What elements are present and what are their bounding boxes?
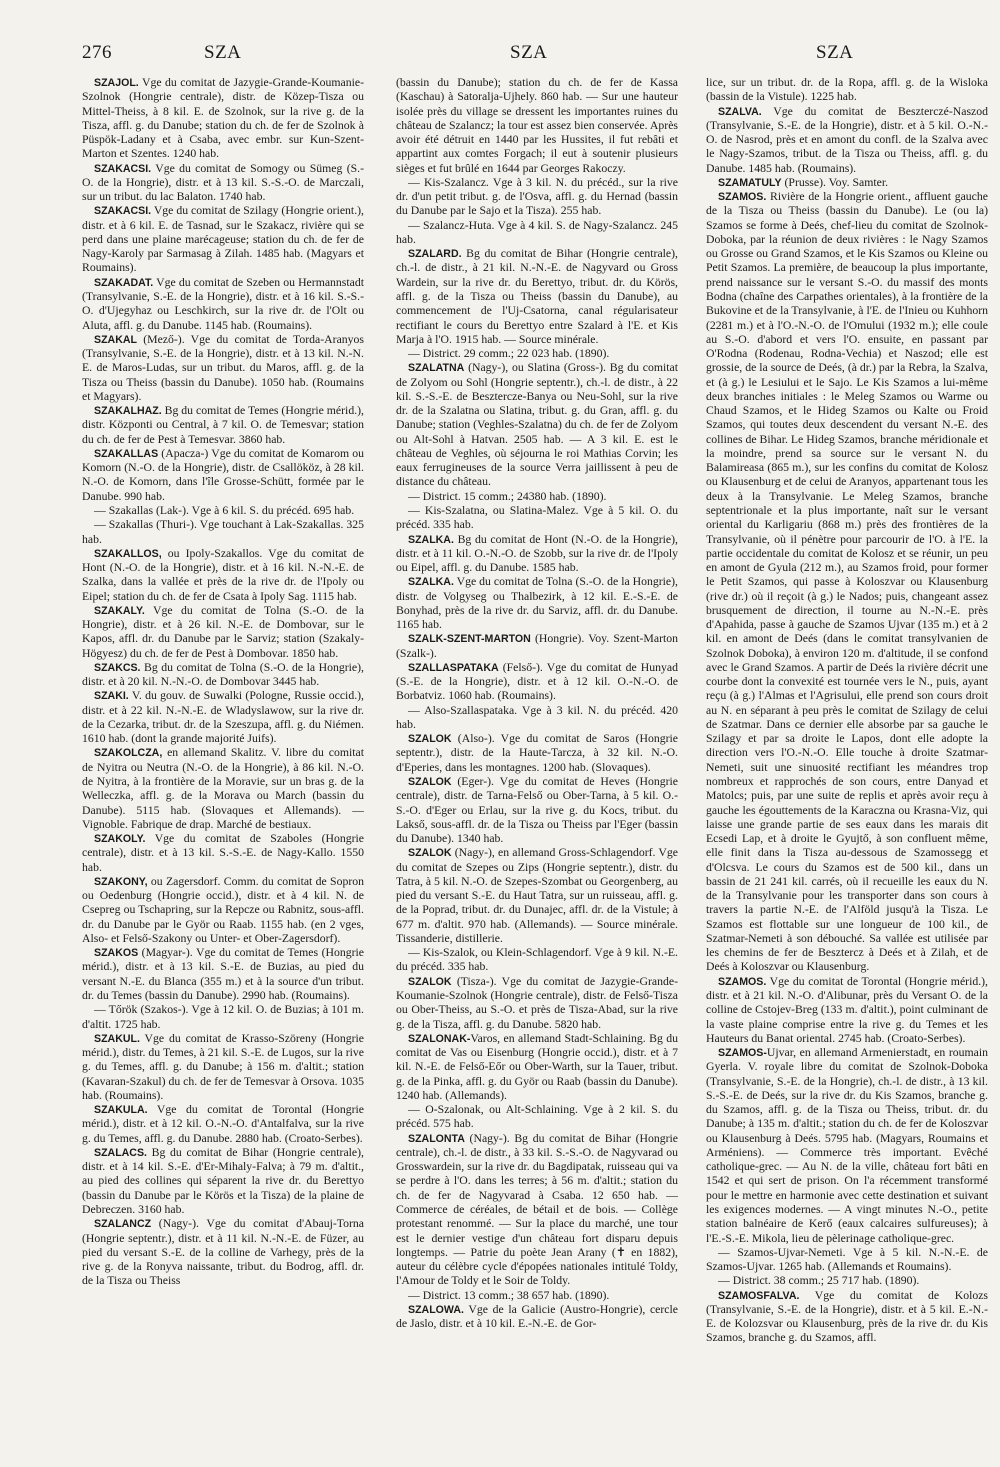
- column-3: [706, 76, 988, 1346]
- entry-text: Vge du comitat de Szeben ou Hermannstadt (Transylvanie, S.-E. de la Hongrie), distr. et à 16 kil. S.-S.-O. d'Ujegyhaz ou Leschkirch, sur la rive dr. de l'Olt ou Aluta, affl. g. du Danube. 1145 hab. (Roumains).: [82, 275, 364, 332]
- dictionary-entry: [396, 533, 678, 576]
- entry-text: Varos, en allemand Stadt-Schlaining. Bg du comitat de Vas ou Eisenburg (Hongrie occid.), distr. et à 7 kil. N.-E. de Felső-Eőr ou Ober-Warth, sur la Tauer, tribut. g. de la Pinka, affl. g. du Györ ou Raab (bassin du Danube). 1240 hab. (Allemands).: [396, 1031, 678, 1102]
- dictionary-entry: [396, 490, 678, 504]
- dictionary-entry: [82, 276, 364, 333]
- entry-text: Vge du comitat de Szaboles (Hongrie centrale), distr. et à 13 kil. S.-S.-E. de Nagy-Kallo. 1550 hab.: [82, 832, 364, 874]
- entry-text: (bassin du Danube); station du ch. de fer de Kassa (Kaschau) à Satoralja-Ujhely. 860 hab. — Sur une hauteur isolée près du village se dressent les importantes ruines du château de Szalancz; la tour est assez bien conservée. Après avoir été détruit en 1440 par les Hussites, il fut rebâti et appartint aux comtes Forgach; il eut à soutenir plusieurs sièges et fut brûlé en 1644 par Georges Rakoczy.: [396, 76, 678, 175]
- entry-text: Vge du comitat de Szilagy (Hongrie orient.), distr. et à 6 kil. E. de Tasnad, sur le Szakacz, rivière qui se perd dans une plaine marécageuse; station du ch. de fer de Nagy-Karoly par Sarmasag à Zilah. 1485 hab. (Magyars et Roumains).: [82, 204, 364, 275]
- entry-text: — Also-Szallaspataka. Vge à 3 kil. N. du précéd. 420 hab.: [396, 703, 678, 731]
- column-1: [82, 76, 364, 1289]
- entry-text: en allemand Skalitz. V. libre du comitat de Nyitra ou Neutra (N.-O. de la Hongrie), à 86 kil. N.-O. de Nyitra, à la frontière de la Moravie, sur un bras g. de la Welleczka, affl. g. de la Morava ou March (bassin du Danube). 5115 hab. (Slovaques et Allemands). — Vignoble. Fabrique de drap. Marché de bestiaux.: [82, 746, 364, 831]
- entry-headword: SZAKCS.: [94, 661, 141, 674]
- entry-text: — District. 15 comm.; 24380 hab. (1890).: [408, 489, 607, 503]
- entry-headword: SZAKUL.: [94, 1032, 140, 1045]
- entry-headword: SZAMOS.: [718, 191, 767, 204]
- entry-text: — District. 38 comm.; 25 717 hab. (1890).: [718, 1274, 920, 1288]
- dictionary-entry: [706, 176, 988, 190]
- dictionary-entry: [396, 1132, 678, 1289]
- entry-text: Vge de la Galicie (Austro-Hongrie), cercle de Jaslo, distr. et à 10 kil. E.-N.-E. de Gor-: [396, 1302, 678, 1331]
- entry-text: — District. 13 comm.; 38 657 hab. (1890).: [408, 1288, 610, 1302]
- entry-text: (Also-). Vge du comitat de Saros (Hongrie septentr.), distr. de la Haute-Tarcza, à 32 kil. N.-O. d'Eperies, dans les montagnes. 1200 hab. (Slovaques).: [396, 732, 678, 774]
- dictionary-entry: [706, 1246, 988, 1275]
- dictionary-entry: [706, 1274, 988, 1288]
- dictionary-entry: [396, 176, 678, 219]
- entry-text: (Nagy-). Vge du comitat d'Abauj-Torna (Hongrie septentr.), distr. et à 11 kil. N.-N.-E. de Füzer, au pied du versant S.-E. de la colline de Varhegy, près de la rive g. de la Ronyva naissante, tribut. du Bodrog, affl. dr. de la Tisza ou Theiss: [82, 1217, 364, 1288]
- dictionary-entry: [396, 1303, 678, 1332]
- entry-headword: SZAMOS.: [718, 975, 767, 988]
- dictionary-entry: [396, 704, 678, 733]
- entry-text: Vge du comitat de Jazygie-Grande-Koumanie-Szolnok (Hongrie centrale), distr. de Közep-Tisza ou Mittel-Theiss, à 8 kil. E. de Szolnok, sur la rive g. de la Tisza, affl. g. du Danube; station du ch. de fer de Szolnok à Püspök-Ladany et à Csaba, avec embr. sur Kun-Szent-Marton et Szentes. 1240 hab.: [82, 76, 364, 161]
- entry-headword: SZALATNA: [408, 362, 465, 375]
- entry-text: Bg du comitat de Hont (N.-O. de la Hongrie), distr. et à 11 kil. O.-N.-O. de Szobb, sur la rive dr. de l'Ipoly ou Eipel, affl. g. du Danube. 1585 hab.: [396, 532, 678, 575]
- entry-text: Vge du comitat de Kolozs (Transylvanie, S.-E. de la Hongrie), distr. et à 5 kil. E.-N.-E. de Kolozsvar ou Klausenburg, près de la rive dr. du Kis Szamos, branche g. du Szamos, affl.: [706, 1288, 988, 1345]
- page-number: 276: [82, 42, 112, 63]
- dictionary-entry: [82, 76, 364, 162]
- entry-headword: SZAMOS-: [718, 1047, 767, 1060]
- entry-headword: SZALACS.: [94, 1146, 147, 1159]
- entry-text: Rivière de la Hongrie orient., affluent gauche de la Tisza ou Theiss (bassin du Danube). Le (ou la) Szamos se forme à Deés, chef-lieu du comitat de Szolnok-Doboka, par la réunion de deux rivières : le Nagy Szamos ou Grosse ou Grand Szamos, et le Kis Szamos ou Kleine ou Petit Szamos. La première, de beaucoup la plus importante, prend naissance sur le versant S.-O. du massif des monts Bodna (chaîne des Carpathes orientales), à la frontière de la Bukovine et de la Transylvanie, à l'E. de l'Inieu ou Kuhhorn (2281 m.) et à l'O.-N.-O. de l'Omului (1932 m.); elle coule au S.-O. d'abord et vers l'O. ensuite, en passant par O'Rodna (Rodenau, Rodna-Vechia) et Naszod; elle est grossie, de la source de Deés, (à dr.) par la Rebra, la Szalva, et (à g.) le Lesiului et le Sajo. Le Kis Szamos a lui-même deux branches initiales : le Meleg Szamos ou Warme ou Chaud Szamos, et le Hideg Szamos ou Kalte ou Froid Szamos, qui toutes deux descendent du versant N.-E. des collines de Bihar. Le Hideg Szamos, branche méridionale et la moindre, prend sa source sur le versant N. du Balamireasa (865 m.), sur les confins du comitat de Kolosz ou Klausenburg et de celui de Aranyos, appartenant tous les deux à la Transylvanie. Le Meleg Szamos, branche septentrionale et la plus importante, naît sur le versant oriental du Karligariu (868 m.) près des frontières de la Transylvanie, où il pénètre pour parcourir de l'O. à l'E. la partie occidentale du comitat de Kolosz et se réunir, un peu en amont de Gyula (212 m.), au Szamos froid, pour former le Petit Szamos, qui passe à Koloszvar ou Klausenburg (rive dr.) où il reçoit (à g.) le Nados; puis, changeant assez brusquement de direction, il tourne au N.-N.-E. près d'Apahida, passe à gauche de Szamos Ujvar (135 m.) et à 2 kil. en amont de Deés (dans le comitat transylvanien de Szolnok Doboka), à environ 120 m. d'altitude, il se confond avec le Grand Szamos. A partir de Deés la rivière décrit une courbe dont la convexité est tournée vers le N., puis, ayant reçu (à g.) l'Almas et l'Agrisului, elle prend son cours droit au N. en séparant à peu près le comitat de Szilagy de celui de Szatmar. Dans ce dernier elle absorbe par sa gauche le Szilagy et par sa droite le Lapos, dont elle adopte la direction vers l'O.-N.-O. Elle touche à droite Szatmar-Nemeti, suit une sinuosité rectifiant les méandres trop nombreux et rapprochés de son cours, entre Danyad et Matolcs; puis, par une suite de replis et après avoir reçu à gauche les égouttements de la Karaczna ou Krasna-Viz, qui laisse une grande partie de ses eaux dans les marais dit Ecsedi Lap, et à droite le Gyujtő, à son confluent même, elle finit dans la Tisza au-dessous de Szamossegg et d'Olcsva. Le cours du Szamos est de 500 kil., dans un bassin de 21 241 kil. carrés, où il recueille les eaux du N. de la Transylvanie pour les transporter dans son cours à travers la partie N.-E. de l'Alföld jusqu'à la Tisza. Le Szamos est flottable sur une longueur de 100 kil., de Szatmar-Nemeti à son débouché. Sa vallée est utilisée par les chemins de fer de Besztercz à Deés et à Zilah, et de Deés à Koloszvar ou Klausenburg.: [706, 190, 988, 974]
- entry-text: Bg du comitat de Bihar (Hongrie centrale), distr. et à 14 kil. S.-E. d'Er-Mihaly-Falva; à 79 m. d'altit., au pied des collines qui séparent la rive dr. du Berettyo (bassin du Danube par le Körös et la Tisza) de la plaine de Debreczen. 3160 hab.: [82, 1145, 364, 1216]
- entry-headword: SZALKA.: [408, 533, 454, 546]
- entry-text: — Kis-Szalancz. Vge à 3 kil. N. du précéd., sur la rive dr. d'un petit tribut. g. de l'Osva, affl. g. du Hernad (bassin du Danube par le Sajo et la Tisza). 255 hab.: [396, 175, 678, 218]
- entry-headword: SZAKALY.: [94, 604, 145, 617]
- dictionary-entry: [82, 946, 364, 1003]
- dictionary-entry: [82, 547, 364, 604]
- dictionary-entry: [82, 162, 364, 205]
- entry-text: Vge du comitat de Tolna (S.-O. de la Hongrie), distr. et à 26 kil. N.-E. de Dombovar, sur le Kapos, affl. dr. du Danube par le Sarviz; station (Szakaly-Högyesz) du ch. de fer de Pest à Dombovar. 1850 hab.: [82, 603, 364, 660]
- dictionary-entry: [706, 105, 988, 176]
- entry-text: Bg du comitat de Temes (Hongrie mérid.), distr. Központi ou Central, à 7 kil. O. de Temesvar; station du ch. de fer de Pest à Temesvar. 3860 hab.: [82, 404, 364, 446]
- entry-text: lice, sur un tribut. dr. de la Ropa, affl. g. de la Wisloka (bassin de la Vistule). 1225 hab.: [706, 76, 988, 104]
- entry-text: V. du gouv. de Suwalki (Pologne, Russie occid.), distr. et à 22 kil. N.-N.-E. de Wladyslawow, sur la rive dr. de la Cezarka, tribut. dr. de la Szeszupa, affl. g. du Niémen. 1610 hab. (dont la grande majorité Juifs).: [82, 689, 364, 746]
- entry-text: ou Zagersdorf. Comm. du comitat de Sopron ou Oedenburg (Hongrie occid.), distr. et à 4 kil. N. de Csepreg ou Tschapring, sur la Repcze ou Rabnitz, sous-affl. dr. du Danube par le Györ ou Raab. 1155 hab. (en 2 vges, Also- et Felső-Szakony ou Unter- et Ober-Zagersdorf).: [82, 874, 364, 945]
- entry-headword: SZALANCZ: [94, 1218, 152, 1231]
- entry-text: — Szakallas (Lak-). Vge à 6 kil. S. du précéd. 695 hab.: [94, 503, 355, 517]
- entry-text: — O-Szalonak, ou Alt-Schlaining. Vge à 2 kil. S. du précéd. 575 hab.: [396, 1103, 678, 1131]
- entry-headword: SZAKADAT.: [94, 276, 154, 289]
- entry-headword: SZAKALHAZ.: [94, 405, 162, 418]
- entry-text: Vge du comitat de Somogy ou Sümeg (S.-O. de la Hongrie), distr. et à 13 kil. S.-S.-O. de Marczali, sur un tribut. du lac Balaton. 1740 hab.: [82, 161, 364, 204]
- entry-text: Vge du comitat de Krasso-Szöreny (Hongrie mérid.), distr. du Temes, à 21 kil. S.-E. de Lugos, sur la rive g. du Temes, affl. g. du Danube; à 156 m. d'altit.; station (Kavaran-Szakul) du ch. de fer de Temesvar à Orsova. 1035 hab. (Roumains).: [82, 1031, 364, 1102]
- entry-headword: SZALKA.: [408, 576, 454, 589]
- dictionary-entry: [82, 661, 364, 690]
- entry-headword: SZAMATULY: [718, 176, 782, 189]
- dictionary-entry: [396, 1289, 678, 1303]
- dictionary-entry: [82, 746, 364, 832]
- dictionary-entry: [396, 846, 678, 946]
- dictionary-entry: [82, 447, 364, 504]
- entry-headword: SZALOK: [408, 847, 452, 860]
- dictionary-entry: [396, 504, 678, 533]
- entry-headword: SZALOK: [408, 975, 452, 988]
- entry-text: Vge du comitat de Beszterczé-Naszod (Transylvanie, S.-E. de la Hongrie), distr. et à 5 kil. O.-N.-O. de Nasrod, près et en amont du confl. de la Szalva avec le Nagy-Szamos, tribut. de la Tisza ou Theiss, affl. g. du Danube. 1485 hab. (Roumains).: [706, 104, 988, 175]
- dictionary-entry: [82, 204, 364, 275]
- entry-headword: SZALOK: [408, 776, 452, 789]
- entry-text: (Eger-). Vge du comitat de Heves (Hongrie centrale), distr. de Tarna-Felső ou Ober-Tarna, à 5 kil. O.-S.-O. d'Eger ou Erlau, sur la rive g. du Kocs, tribut. du Lakső, sous-affl. dr. de la Tisza ou Theiss par l'Eger (bassin du Danube). 1340 hab.: [396, 775, 678, 846]
- entry-headword: SZAKACSI.: [94, 162, 152, 175]
- entry-text: — Tőrök (Szakos-). Vge à 12 kil. O. de Buzias; à 101 m. d'altit. 1725 hab.: [82, 1003, 364, 1031]
- dictionary-entry: [82, 404, 364, 447]
- entry-headword: SZAKACSI.: [94, 205, 152, 218]
- entry-text: (Tisza-). Vge du comitat de Jazygie-Grande-Koumanie-Szolnok (Hongrie centrale), distr. de Felső-Tisza ou Ober-Theiss, au S.-O. et près de Tisza-Abad, sur la rive g. de la Tisza, affl. g. du Danube. 5820 hab.: [396, 974, 678, 1031]
- dictionary-entry: [396, 1103, 678, 1132]
- entry-text: — Kis-Szalok, ou Klein-Schlagendorf. Vge à 9 kil. N.-E. du précéd. 335 hab.: [396, 946, 678, 974]
- entry-text: (Magyar-). Vge du comitat de Temes (Hongrie mérid.), distr. et à 13 kil. S.-E. de Buzias, au pied du versant N.-E. du Blanca (355 m.) et à la source d'un tribut. dr. du Temes (bassin du Danube). 2990 hab. (Roumains).: [82, 946, 364, 1002]
- dictionary-entry: [396, 76, 678, 176]
- dictionary-entry: [396, 1032, 678, 1103]
- dictionary-entry: [82, 1003, 364, 1032]
- entry-text: — Szalancz-Huta. Vge à 4 kil. S. de Nagy-Szalancz. 245 hab.: [396, 218, 678, 246]
- entry-headword: SZAMOSFALVA.: [718, 1289, 800, 1302]
- entry-headword: SZAKOS: [94, 947, 139, 960]
- entry-text: (Felső-). Vge du comitat de Hunyad (S.-E. de la Hongrie), distr. et à 12 kil. O.-N.-O. de Borbatviz. 1060 hab. (Roumains).: [396, 660, 678, 703]
- dictionary-entry: [82, 518, 364, 547]
- entry-text: Vge du comitat de Torontal (Hongrie mérid.), distr. et à 12 kil. O.-N.-O. d'Antalfalva, sur la rive g. du Temes, affl. g. du Danube. 2880 hab. (Croato-Serbes).: [82, 1103, 364, 1145]
- running-head-right: SZA: [816, 42, 854, 63]
- entry-headword: SZALARD.: [408, 248, 462, 261]
- dictionary-entry: [82, 604, 364, 661]
- entry-text: — Szakallas (Thuri-). Vge touchant à Lak-Szakallas. 325 hab.: [82, 518, 364, 546]
- entry-headword: SZALOWA.: [408, 1303, 464, 1316]
- dictionary-entry: [396, 247, 678, 347]
- entry-text: — Szamos-Ujvar-Nemeti. Vge à 5 kil. N.-N.-E. de Szamos-Ujvar. 1265 hab. (Allemands et Roumains).: [706, 1245, 988, 1274]
- entry-headword: SZAKONY,: [94, 875, 148, 888]
- entry-headword: SZAKALLOS,: [94, 547, 162, 560]
- entry-text: (Nagy-), en allemand Gross-Schlagendorf. Vge du comitat de Szepes ou Zips (Hongrie septentr.), distr. du Tatra, à 5 kil. N.-O. de Szepes-Szombat ou Georgenberg, au pied du versant S.-E. du Haut Tatra, sur un ruisseau, affl. g. de la Poprad, tribut. dr. du Dunajec, affl. dr. de la Vistule; à 677 m. d'altit. 970 hab. (Allemands). — Source minérale. Tissanderie, distillerie.: [396, 846, 678, 945]
- dictionary-entry: [706, 1289, 988, 1346]
- running-head-center: SZA: [510, 42, 548, 63]
- dictionary-entry: [396, 632, 678, 661]
- dictionary-entry: [706, 76, 988, 105]
- page-header: [82, 42, 932, 72]
- entry-text: (Nagy-). Bg du comitat de Bihar (Hongrie centrale), ch.-l. de distr., à 33 kil. S.-S.-O. de Nagyvarad ou Grosswardein, sur la rive dr. du Bagdipatak, ruisseau qui va se perdre à l'O. dans les terres; à 56 m. d'altit.; station du ch. de fer de Nagyvarad à Csaba. 12 650 hab. — Commerce de céréales, de bétail et de bois. — Collège protestant renommé. — Sur la place du marché, une tour est le dernier vestige d'un château fort disparu depuis longtemps. — Patrie du poète Jean Arany (✝ en 1882), auteur du célèbre cycle d'épopées nationales intitulé Toldy, l'Amour de Toldy et le Soir de Toldy.: [396, 1131, 678, 1288]
- entry-text: Vge du comitat de Torontal (Hongrie mérid.), distr. et à 21 kil. N.-O. d'Alibunar, près du Versant O. de la colline de Cstojev-Breg (133 m. d'altit.), point culminant de la vaste plaine comprise entre la rive g. du Temes et les Hauteurs du Banat oriental. 2745 hab. (Croato-Serbes).: [706, 974, 988, 1045]
- entry-text: — District. 29 comm.; 22 023 hab. (1890).: [408, 347, 610, 361]
- entry-headword: SZALONAK-: [408, 1032, 471, 1045]
- dictionary-entry: [82, 1032, 364, 1103]
- entry-text: ou Ipoly-Szakallos. Vge du comitat de Hont (N.-O. de la Hongrie), distr. et à 16 kil. N.-N.-E. de Szalka, dans la vallée et près de la rive dr. de l'Ipoly ou Eipel; station du ch. de fer de Csata à Ipoly Sag. 1115 hab.: [82, 546, 364, 603]
- dictionary-entry: [706, 190, 988, 975]
- entry-headword: SZALVA.: [718, 105, 762, 118]
- dictionary-entry: [82, 333, 364, 404]
- entry-headword: SZAKOLY.: [94, 833, 146, 846]
- dictionary-entry: [82, 689, 364, 746]
- dictionary-entry: [396, 575, 678, 632]
- dictionary-entry: [396, 975, 678, 1032]
- dictionary-entry: [706, 1046, 988, 1246]
- dictionary-entry: [396, 775, 678, 846]
- entry-text: Ujvar, en allemand Armenierstadt, en roumain Gyerla. V. royale libre du comitat de Szolnok-Doboka (Transylvanie, S.-E. de la Hongrie), ch.-l. de distr., à 13 kil. S.-S.-E. de Deés, sur la rive dr. du Kis Szamos, branche g. du Szamos, affl. g. de la Tisza ou Theiss, tribut. dr. du Danube; à 135 m. d'altit.; station du ch. de fer de Koloszvar ou Klausenburg à Deés. 5795 hab. (Magyars, Roumains et Arméniens). — Commerce très important. Evêché catholique-grec. — Au N. de la ville, château fort bâti en 1542 et qui sert de prison. On l'a récemment transformé pour le mettre en harmonie avec cette destination et suivant les exigences modernes. — A vingt minutes N.-O., petite station balnéaire de Kerő (eaux calcaires sulfureuses); à l'E.-S.-E. Mikola, lieu de pèlerinage catholique-grec.: [706, 1046, 988, 1245]
- entry-text: (Mező-). Vge du comitat de Torda-Aranyos (Transylvanie, S.-E. de la Hongrie), distr. et à 13 kil. N.-N. E. de Maros-Ludas, sur un tribut. du Maros, affl. g. de la Tisza ou Theiss (bassin du Danube). 1050 hab. (Roumains et Magyars).: [82, 332, 364, 403]
- dictionary-entry: [396, 732, 678, 775]
- entry-headword: SZALK-SZENT-MARTON: [408, 633, 531, 646]
- entry-text: (Hongrie). Voy. Szent-Marton (Szalk-).: [396, 632, 678, 660]
- dictionary-entry: [82, 875, 364, 946]
- dictionary-entry: [82, 1146, 364, 1217]
- entry-text: Bg du comitat de Bihar (Hongrie centrale), ch.-l. de distr., à 21 kil. N.-N.-E. de Nagyvard ou Gross Wardein, sur la rive dr. du Berettyo, tribut. dr. du Körös, affl. g. de la Tisza ou Theiss (bassin du Danube), au commencement de l'Uj-Csatorna, canal régularisateur rectifiant le cours du Berettyo entre Szalard à l'E. et Kis Marja à l'O. 1915 hab. — Source minérale.: [396, 247, 678, 346]
- entry-headword: SZALLASPATAKA: [408, 661, 499, 674]
- entry-headword: SZAKI.: [94, 690, 129, 703]
- dictionary-entry: [396, 661, 678, 704]
- entry-text: — Kis-Szalatna, ou Slatina-Malez. Vge à 5 kil. O. du précéd. 335 hab.: [396, 503, 678, 532]
- running-head-left: SZA: [204, 42, 242, 63]
- dictionary-entry: [396, 219, 678, 248]
- dictionary-entry: [82, 832, 364, 875]
- entry-headword: SZAKOLCZA,: [94, 747, 163, 760]
- dictionary-entry: [82, 1217, 364, 1288]
- entry-headword: SZAKULA.: [94, 1104, 148, 1117]
- entry-headword: SZAKALLAS: [94, 447, 159, 460]
- entry-text: Vge du comitat de Tolna (S.-O. de la Hongrie), distr. de Volgyseg ou Thalbezirk, à 12 kil. E.-S.-E. de Bonyhad, près de la rive dr. du Sarviz, affl. dr. du Danube. 1165 hab.: [396, 575, 678, 632]
- entry-text: (Prusse). Voy. Samter.: [781, 175, 889, 189]
- entry-text: (Nagy-), ou Slatina (Gross-). Bg du comitat de Zolyom ou Sohl (Hongrie septentr.), ch.-l. de distr., à 22 kil. S.-S.-E. de Besztercze-Banya ou Neu-Sohl, sur la rive dr. de la Szalatna ou Slatina, tribut. g. du Gran, affl. g. du Danube; station (Veghles-Szalatna) du ch. de fer de Zolyom ou Alt-Sohl à Hatvan. 2505 hab. — A 3 kil. E. est le château de Veghles, où séjourna le roi Mathias Corvin; les eaux ferrugineuses de la source Verra jaillissent à peu de distance du château.: [396, 361, 678, 489]
- entry-headword: SZALOK: [408, 733, 452, 746]
- entry-headword: SZALONTA: [408, 1132, 465, 1145]
- dictionary-entry: [82, 504, 364, 518]
- dictionary-entry: [706, 975, 988, 1046]
- entry-text: (Apacza-) Vge du comitat de Komarom ou Komorn (N.-O. de la Hongrie), distr. de Csallököz, à 28 kil. N.-O. de Komorn, dans l'île Grosse-Schütt, formée par le Danube. 990 hab.: [82, 446, 364, 503]
- entry-text: Bg du comitat de Tolna (S.-O. de la Hongrie), distr. et à 20 kil. N.-N.-O. de Dombovar 3445 hab.: [82, 660, 364, 689]
- entry-headword: SZAJOL.: [94, 77, 139, 89]
- dictionary-entry: [396, 946, 678, 975]
- dictionary-entry: [396, 361, 678, 489]
- column-2: [396, 76, 678, 1331]
- dictionary-entry: [396, 347, 678, 361]
- dictionary-entry: [82, 1103, 364, 1146]
- entry-headword: SZAKAL: [94, 333, 137, 346]
